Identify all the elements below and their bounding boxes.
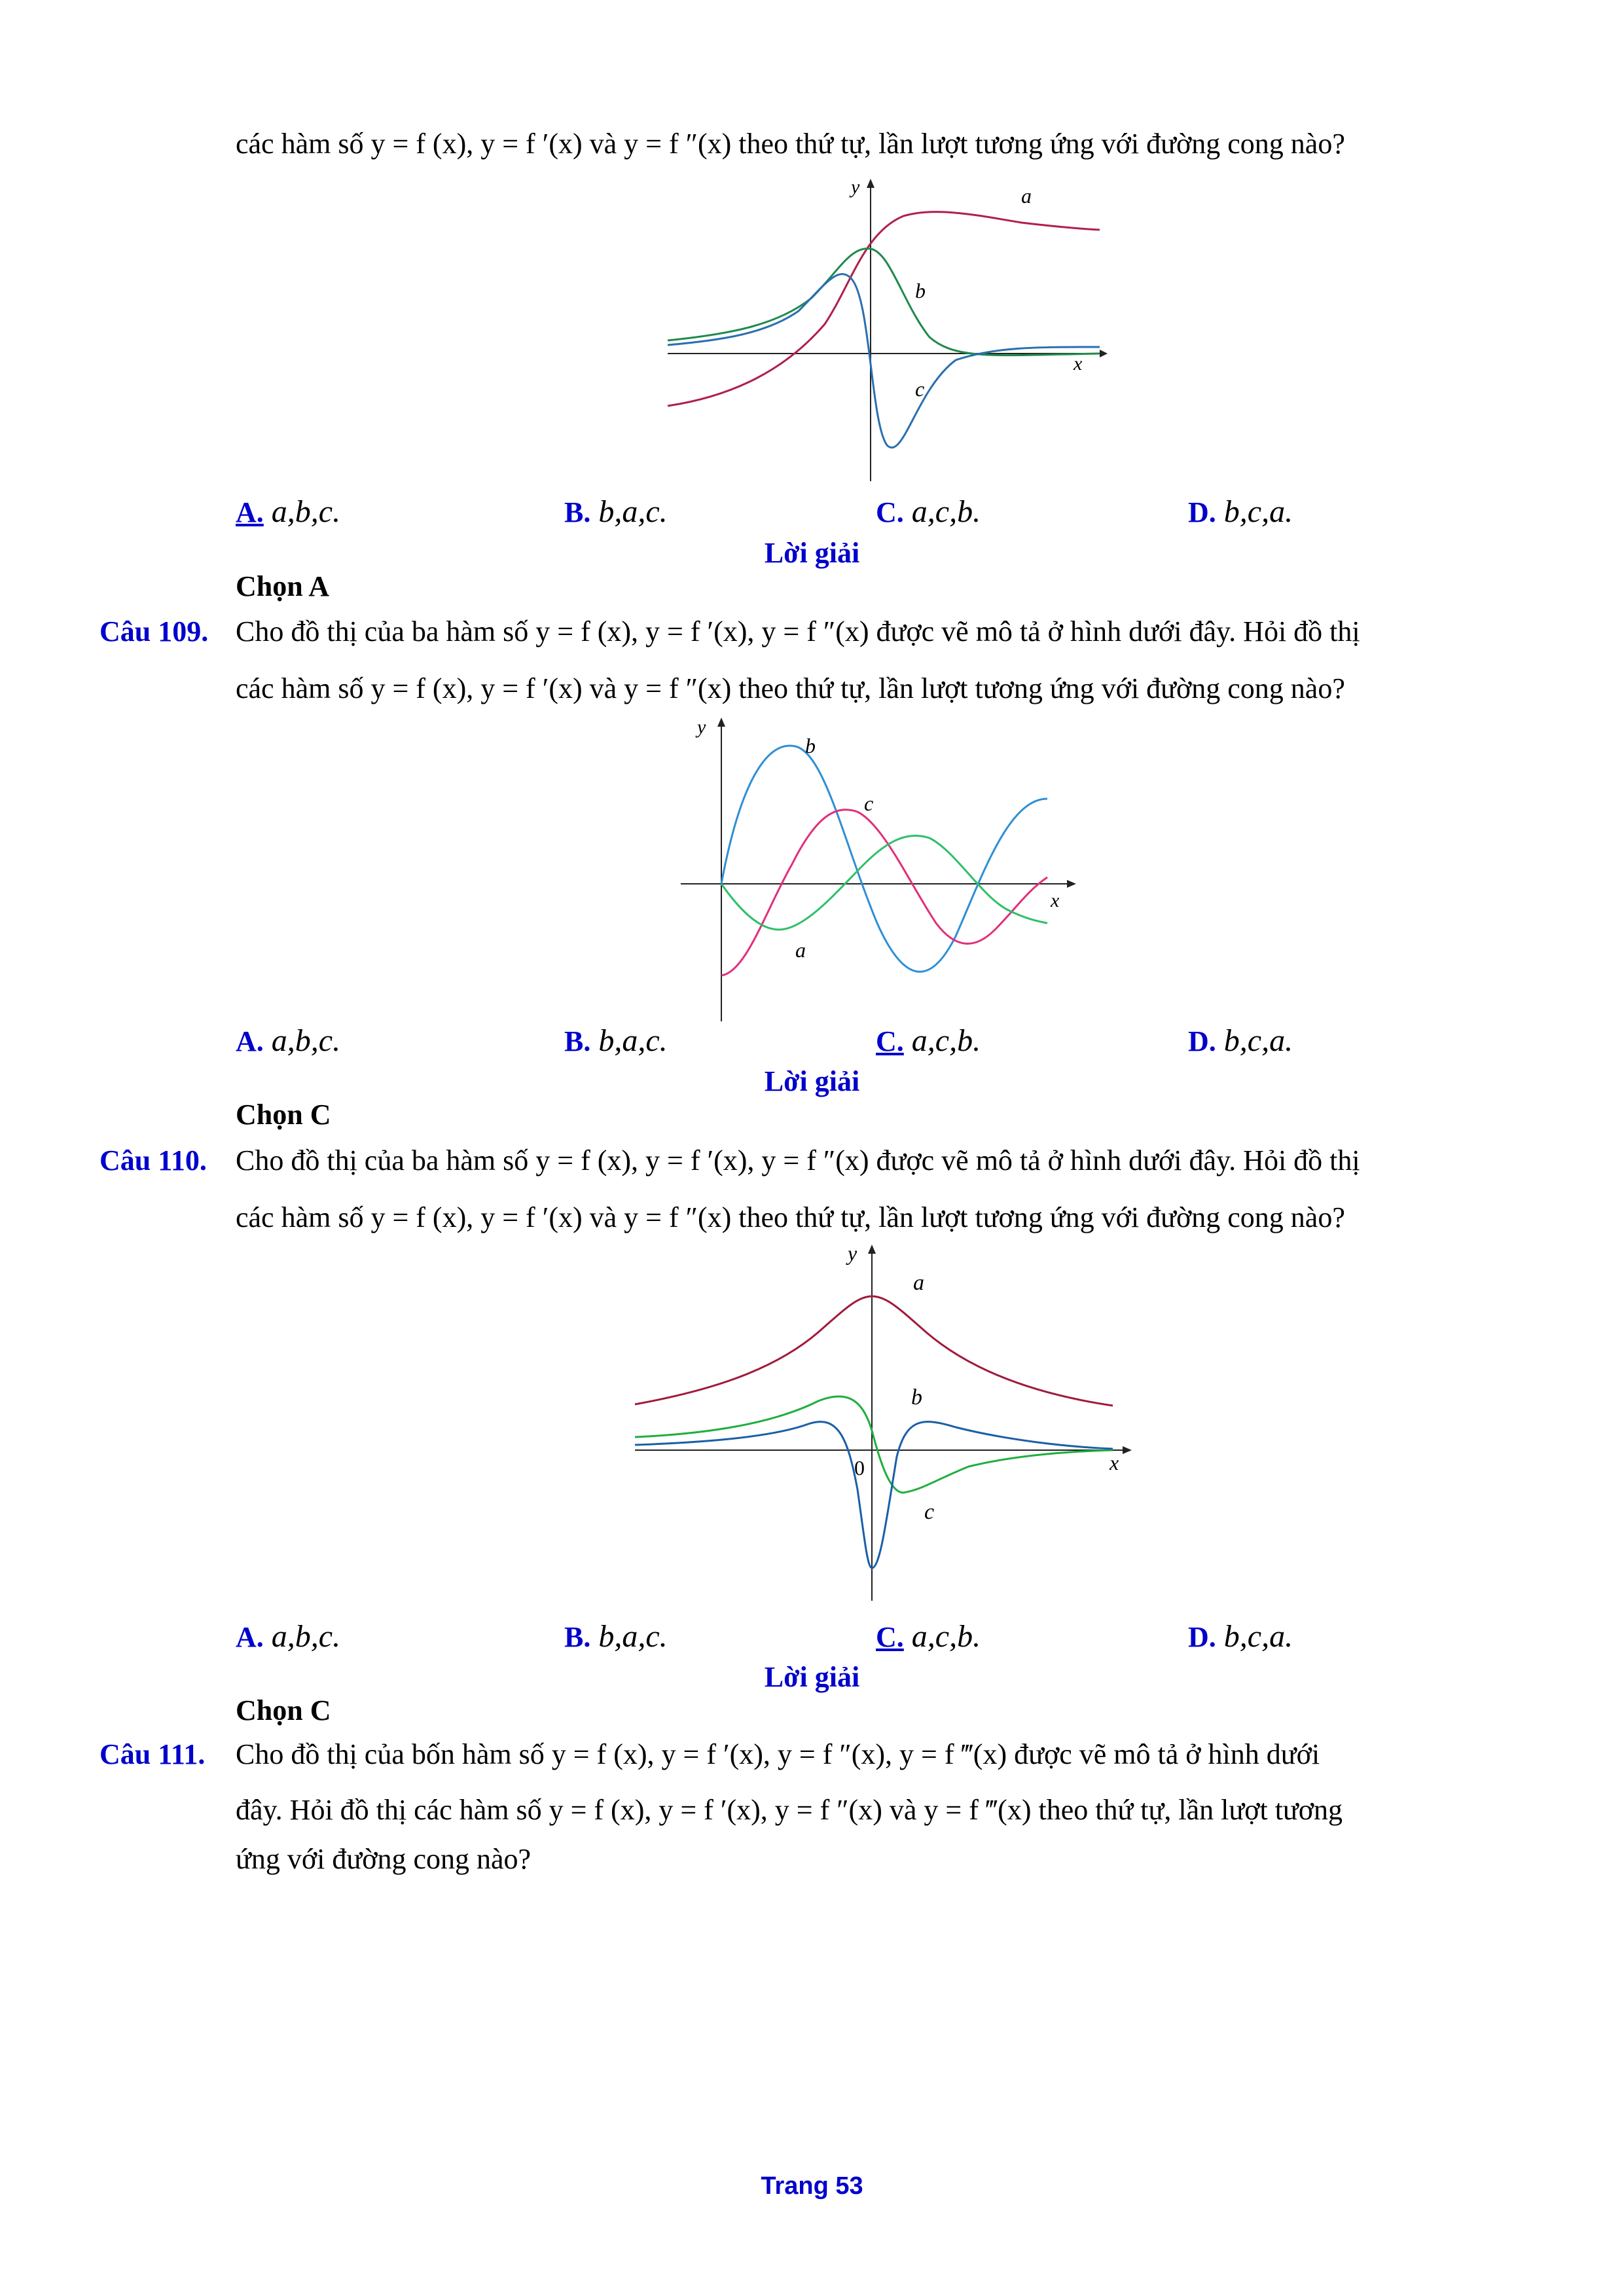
q110-option-c[interactable]: C. a,c,b. (876, 1619, 981, 1654)
q109-number: Câu 109. (99, 615, 209, 647)
q111-question-line-2: đây. Hỏi đồ thị các hàm số y = f (x), y = f ′(x), y = f ″(x) và y = f ‴(x) theo thứ tự, lần lượt tương (236, 1794, 1343, 1826)
q108-option-c[interactable]: C. a,c,b. (876, 494, 981, 529)
q108-option-d[interactable]: D. b,c,a. (1188, 494, 1293, 529)
curve-a (721, 835, 1047, 930)
curve-b-label: b (915, 279, 926, 302)
q109-option-d[interactable]: D. b,c,a. (1188, 1023, 1293, 1058)
y-axis-label: y (851, 176, 860, 198)
curve-c-label: c (864, 792, 874, 815)
q110-figure (628, 1241, 1139, 1607)
q110-solution-heading: Lời giải (764, 1661, 860, 1693)
q108-figure (655, 173, 1113, 488)
page-number: Trang 53 (761, 2172, 863, 2200)
curve-a (635, 1296, 1113, 1406)
x-axis-arrow (1123, 1446, 1132, 1454)
q108-answer: Chọn A (236, 570, 330, 602)
q108-solution-heading: Lời giải (764, 537, 860, 569)
curve-c (721, 810, 1047, 975)
curve-a (668, 212, 1100, 406)
q109-option-c[interactable]: C. a,c,b. (876, 1023, 981, 1058)
q109-option-b[interactable]: B. b,a,c. (564, 1023, 668, 1058)
x-axis-arrow (1100, 350, 1108, 357)
curve-c (668, 274, 1100, 448)
q111-number: Câu 111. (99, 1738, 206, 1770)
q108-option-b[interactable]: B. b,a,c. (564, 494, 668, 529)
y-axis-arrow (868, 1245, 876, 1254)
x-axis-arrow (1067, 880, 1076, 888)
q110-option-d[interactable]: D. b,c,a. (1188, 1619, 1293, 1654)
curve-b (668, 249, 1100, 355)
q111-question-line-1: Cho đồ thị của bốn hàm số y = f (x), y = f ′(x), y = f ″(x), y = f ‴(x) được vẽ mô tả ở hình dưới (236, 1738, 1320, 1770)
q108-option-a[interactable]: A. a,b,c. (236, 494, 341, 529)
x-axis-label: x (1110, 1451, 1119, 1474)
curve-b-label: b (805, 734, 816, 757)
q109-solution-heading: Lời giải (764, 1065, 860, 1097)
y-axis-label: y (697, 716, 706, 738)
curve-a-label: a (1021, 184, 1032, 208)
curve-c-label: c (924, 1500, 935, 1524)
curve-a-label: a (913, 1271, 924, 1295)
q110-question-line-1: Cho đồ thị của ba hàm số y = f (x), y = f ′(x), y = f ″(x) được vẽ mô tả ở hình dưới đây. Hỏi đồ thị (236, 1144, 1360, 1176)
q109-option-a[interactable]: A. a,b,c. (236, 1023, 341, 1058)
curve-a-label: a (795, 938, 806, 962)
q111-question-line-3: ứng với đường cong nào? (236, 1843, 532, 1875)
x-axis-label: x (1074, 353, 1083, 374)
y-axis-arrow (717, 718, 725, 727)
x-axis-label: x (1051, 890, 1060, 911)
curve-c-label: c (915, 377, 925, 401)
q109-question-line-1: Cho đồ thị của ba hàm số y = f (x), y = f ′(x), y = f ″(x) được vẽ mô tả ở hình dưới đây. Hỏi đồ thị (236, 615, 1360, 647)
q110-question-line-2: các hàm số y = f (x), y = f ′(x) và y = f ″(x) theo thứ tự, lần lượt tương ứng với đường cong nào? (236, 1201, 1345, 1233)
q109-figure (668, 714, 1087, 1028)
q108-question-line: các hàm số y = f (x), y = f ′(x) và y = f ″(x) theo thứ tự, lần lượt tương ứng với đường cong nào? (236, 128, 1345, 160)
q110-answer: Chọn C (236, 1694, 331, 1726)
curve-c (635, 1396, 1113, 1493)
q110-number: Câu 110. (99, 1144, 207, 1176)
curve-b (721, 746, 1047, 972)
y-axis-label: y (848, 1241, 857, 1265)
curve-b (635, 1422, 1113, 1568)
curve-b-label: b (911, 1385, 922, 1410)
q110-option-b[interactable]: B. b,a,c. (564, 1619, 668, 1654)
q109-answer: Chọn C (236, 1099, 331, 1131)
q110-option-a[interactable]: A. a,b,c. (236, 1619, 341, 1654)
y-axis-arrow (867, 179, 875, 188)
origin-label: 0 (854, 1456, 865, 1480)
q109-question-line-2: các hàm số y = f (x), y = f ′(x) và y = f ″(x) theo thứ tự, lần lượt tương ứng với đường cong nào? (236, 672, 1345, 704)
